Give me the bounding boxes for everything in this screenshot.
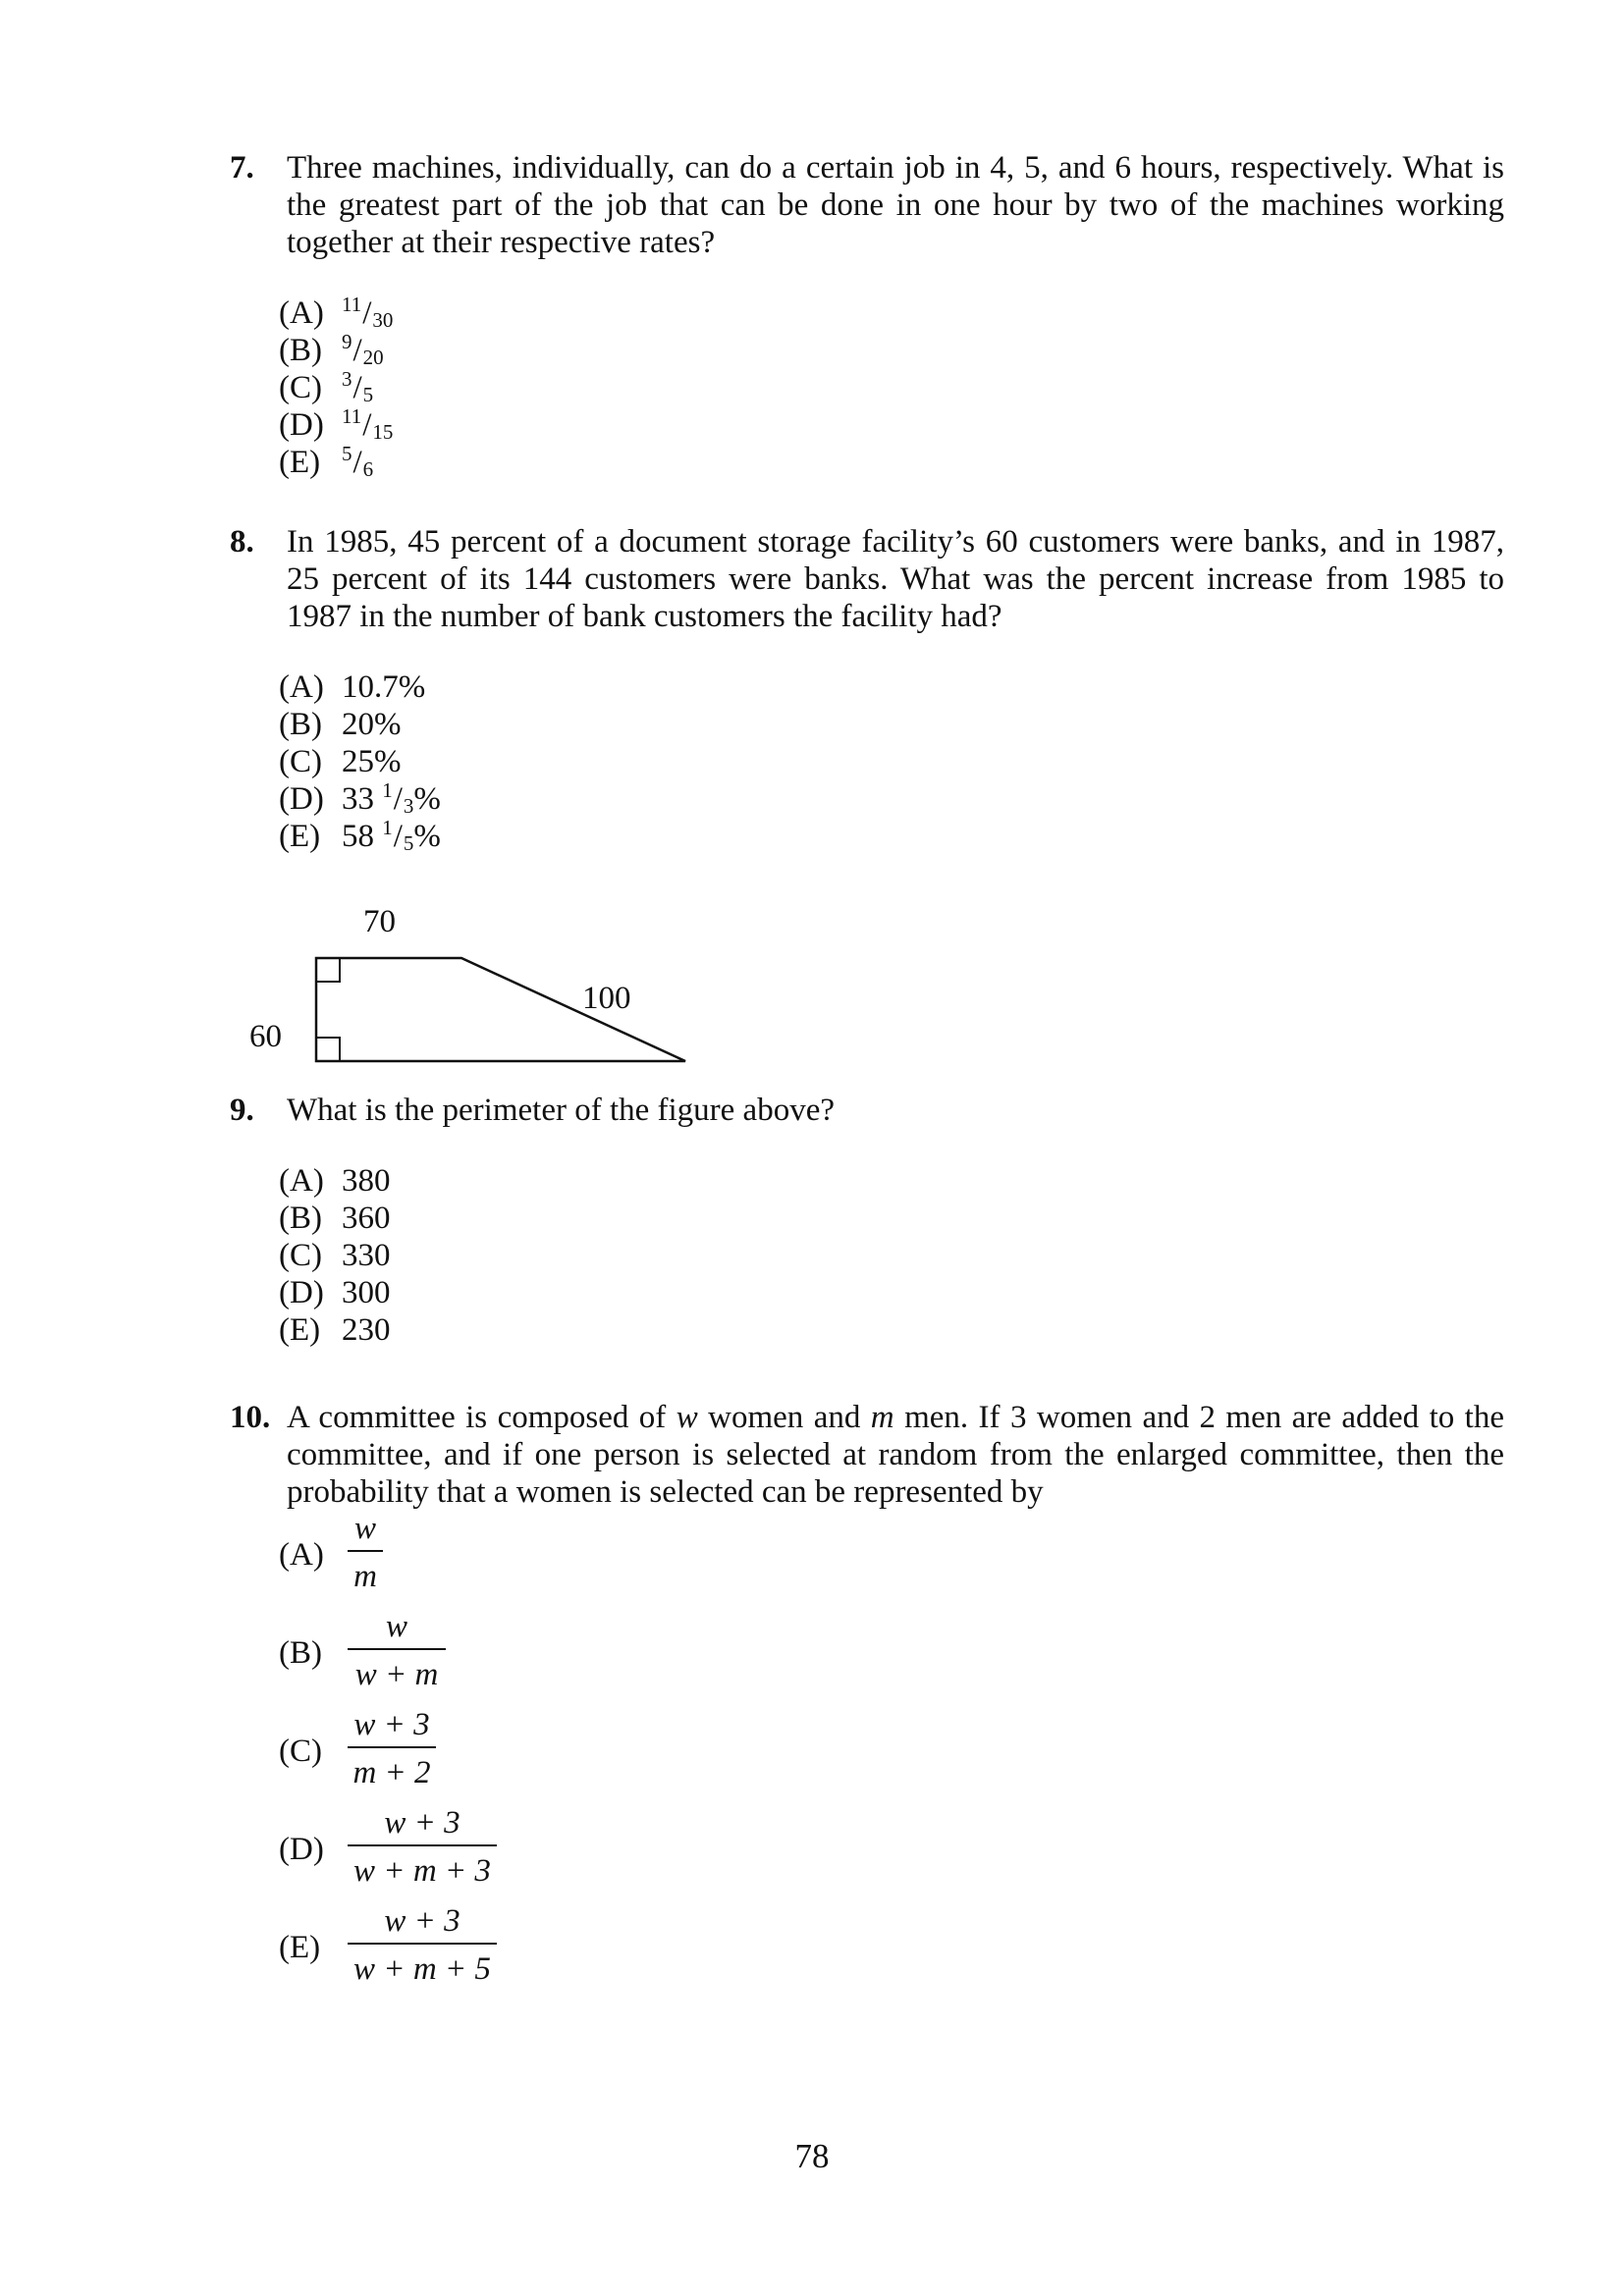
choice-text: 25% bbox=[342, 744, 402, 779]
question-10 bbox=[230, 1399, 1504, 1511]
choice-label: (E) bbox=[279, 819, 321, 854]
fraction-numerator: 1 bbox=[382, 778, 393, 802]
fraction-numerator: 1 bbox=[382, 816, 393, 839]
mixed-whole: 33 bbox=[342, 781, 374, 817]
choice-label: (C) bbox=[279, 370, 322, 405]
choice-label: (D) bbox=[279, 1275, 324, 1310]
fraction bbox=[348, 1507, 383, 1595]
trapezoid-shape bbox=[316, 958, 685, 1061]
choice-c[interactable] bbox=[279, 1237, 1504, 1274]
choice-b[interactable]: (B) $^9/_{20}$ bbox=[279, 330, 384, 369]
choice-text: 380 bbox=[342, 1163, 391, 1199]
fraction-numerator: 5 bbox=[342, 442, 352, 465]
fraction-denominator: w + m + 3 bbox=[353, 1853, 491, 1889]
fraction-numerator: 11 bbox=[342, 404, 362, 428]
choice-e[interactable]: (E) 58 $^1/_5\%$ bbox=[279, 816, 441, 855]
choice-d[interactable]: (D) 33 $^1/_3\%$ bbox=[279, 778, 441, 818]
fraction-numerator: 3 bbox=[342, 367, 352, 391]
fraction-numerator: w bbox=[385, 1609, 407, 1644]
page-number: 78 bbox=[794, 2137, 830, 2175]
fraction-denominator: 20 bbox=[362, 346, 384, 369]
fraction-denominator: 3 bbox=[403, 794, 414, 818]
choice-label: (D) bbox=[279, 407, 324, 443]
choice-label: (E) bbox=[279, 1312, 321, 1348]
choice-text: 20% bbox=[342, 707, 402, 742]
choice-text: 10.7% bbox=[342, 669, 426, 705]
question-number: 10. bbox=[230, 1400, 271, 1435]
question-9 bbox=[230, 1092, 1504, 1349]
fraction-denominator: m bbox=[353, 1559, 377, 1594]
percent-sign: % bbox=[413, 781, 441, 817]
top-side-label: 70 bbox=[363, 904, 396, 939]
choice-label: (B) bbox=[279, 333, 322, 368]
answer-choices bbox=[279, 1162, 1504, 1349]
choice-label: (C) bbox=[279, 1734, 322, 1769]
right-angle-mark-bottom bbox=[316, 1038, 340, 1061]
fraction-denominator: w + m + 5 bbox=[353, 1951, 491, 1987]
question-number: 8. bbox=[230, 524, 254, 560]
fraction-denominator: 6 bbox=[362, 457, 374, 481]
fraction-denominator: w + m bbox=[354, 1657, 439, 1692]
fraction-denominator: 5 bbox=[403, 831, 414, 855]
fraction bbox=[348, 1605, 446, 1693]
fraction-numerator: w + 3 bbox=[353, 1707, 430, 1742]
question-stem: In 1985, 45 percent of a document storage facility’s 60 customers were banks, and in 1987, 25 percent of its 144 customers were banks. What was the percent increase from 1985 to 1987 in the number of bank customers the facility had? bbox=[287, 524, 1504, 634]
fraction-denominator: 5 bbox=[362, 383, 374, 406]
fraction bbox=[348, 1899, 497, 1988]
choice-d[interactable]: (D) $^{11}/_{15}$ bbox=[279, 404, 394, 444]
choice-label: (A) bbox=[279, 1537, 324, 1573]
choice-e[interactable]: (E) $^5/_6$ bbox=[279, 442, 374, 481]
fraction-denominator: 15 bbox=[372, 420, 394, 444]
choice-label: (A) bbox=[279, 1163, 324, 1199]
choice-label: (D) bbox=[279, 781, 324, 817]
answer-choices bbox=[230, 1507, 819, 1998]
choice-label: (D) bbox=[279, 1832, 324, 1867]
fraction bbox=[348, 1703, 436, 1791]
fraction-numerator: 11 bbox=[342, 293, 362, 316]
choice-label: (B) bbox=[279, 707, 322, 742]
choice-text: 360 bbox=[342, 1201, 391, 1236]
question-number: 7. bbox=[230, 150, 254, 186]
choice-label: (E) bbox=[279, 445, 321, 480]
fraction-numerator: 9 bbox=[342, 330, 352, 353]
choice-label: (A) bbox=[279, 295, 324, 331]
fraction bbox=[348, 1801, 497, 1890]
question-stem: A committee is composed of w women and m men. If 3 women and 2 men are added to the committee, and if one person is selected at random from the enlarged committee, then the probability that a women is selected can be represented by bbox=[287, 1400, 1504, 1510]
mixed-whole: 58 bbox=[342, 819, 374, 854]
choice-label: (C) bbox=[279, 744, 322, 779]
percent-sign: % bbox=[413, 819, 441, 854]
fraction-denominator: 30 bbox=[372, 308, 394, 332]
choice-c[interactable]: (C) $^3/_5$ bbox=[279, 367, 374, 406]
right-angle-mark-top bbox=[316, 958, 340, 982]
choice-label: (C) bbox=[279, 1238, 322, 1273]
slant-side-label: 100 bbox=[582, 981, 631, 1016]
choice-a[interactable]: (A) $^{11}/_{30}$ bbox=[279, 293, 394, 332]
choice-a[interactable] bbox=[279, 1162, 1504, 1200]
fraction-denominator: m + 2 bbox=[352, 1755, 431, 1790]
choice-e[interactable] bbox=[279, 1311, 1504, 1349]
choice-text: 330 bbox=[342, 1238, 391, 1273]
left-side-label: 60 bbox=[249, 1019, 282, 1054]
question-number: 9. bbox=[230, 1093, 254, 1128]
choice-d[interactable] bbox=[279, 1274, 1504, 1311]
choice-label: (E) bbox=[279, 1930, 321, 1965]
fraction-numerator: w + 3 bbox=[384, 1805, 460, 1841]
choice-b[interactable] bbox=[279, 1200, 1504, 1237]
choice-text: 230 bbox=[342, 1312, 391, 1348]
fraction-numerator: w + 3 bbox=[384, 1903, 460, 1939]
question-stem: Three machines, individually, can do a certain job in 4, 5, and 6 hours, respectively. What is the greatest part of the job that can be done in one hour by two of the machines working together at their respective rates? bbox=[287, 150, 1504, 260]
choice-label: (B) bbox=[279, 1635, 322, 1671]
choice-label: (A) bbox=[279, 669, 324, 705]
choice-text: 300 bbox=[342, 1275, 391, 1310]
choice-label: (B) bbox=[279, 1201, 322, 1236]
question-stem: What is the perimeter of the figure above? bbox=[287, 1093, 836, 1128]
fraction-numerator: w bbox=[353, 1511, 376, 1546]
